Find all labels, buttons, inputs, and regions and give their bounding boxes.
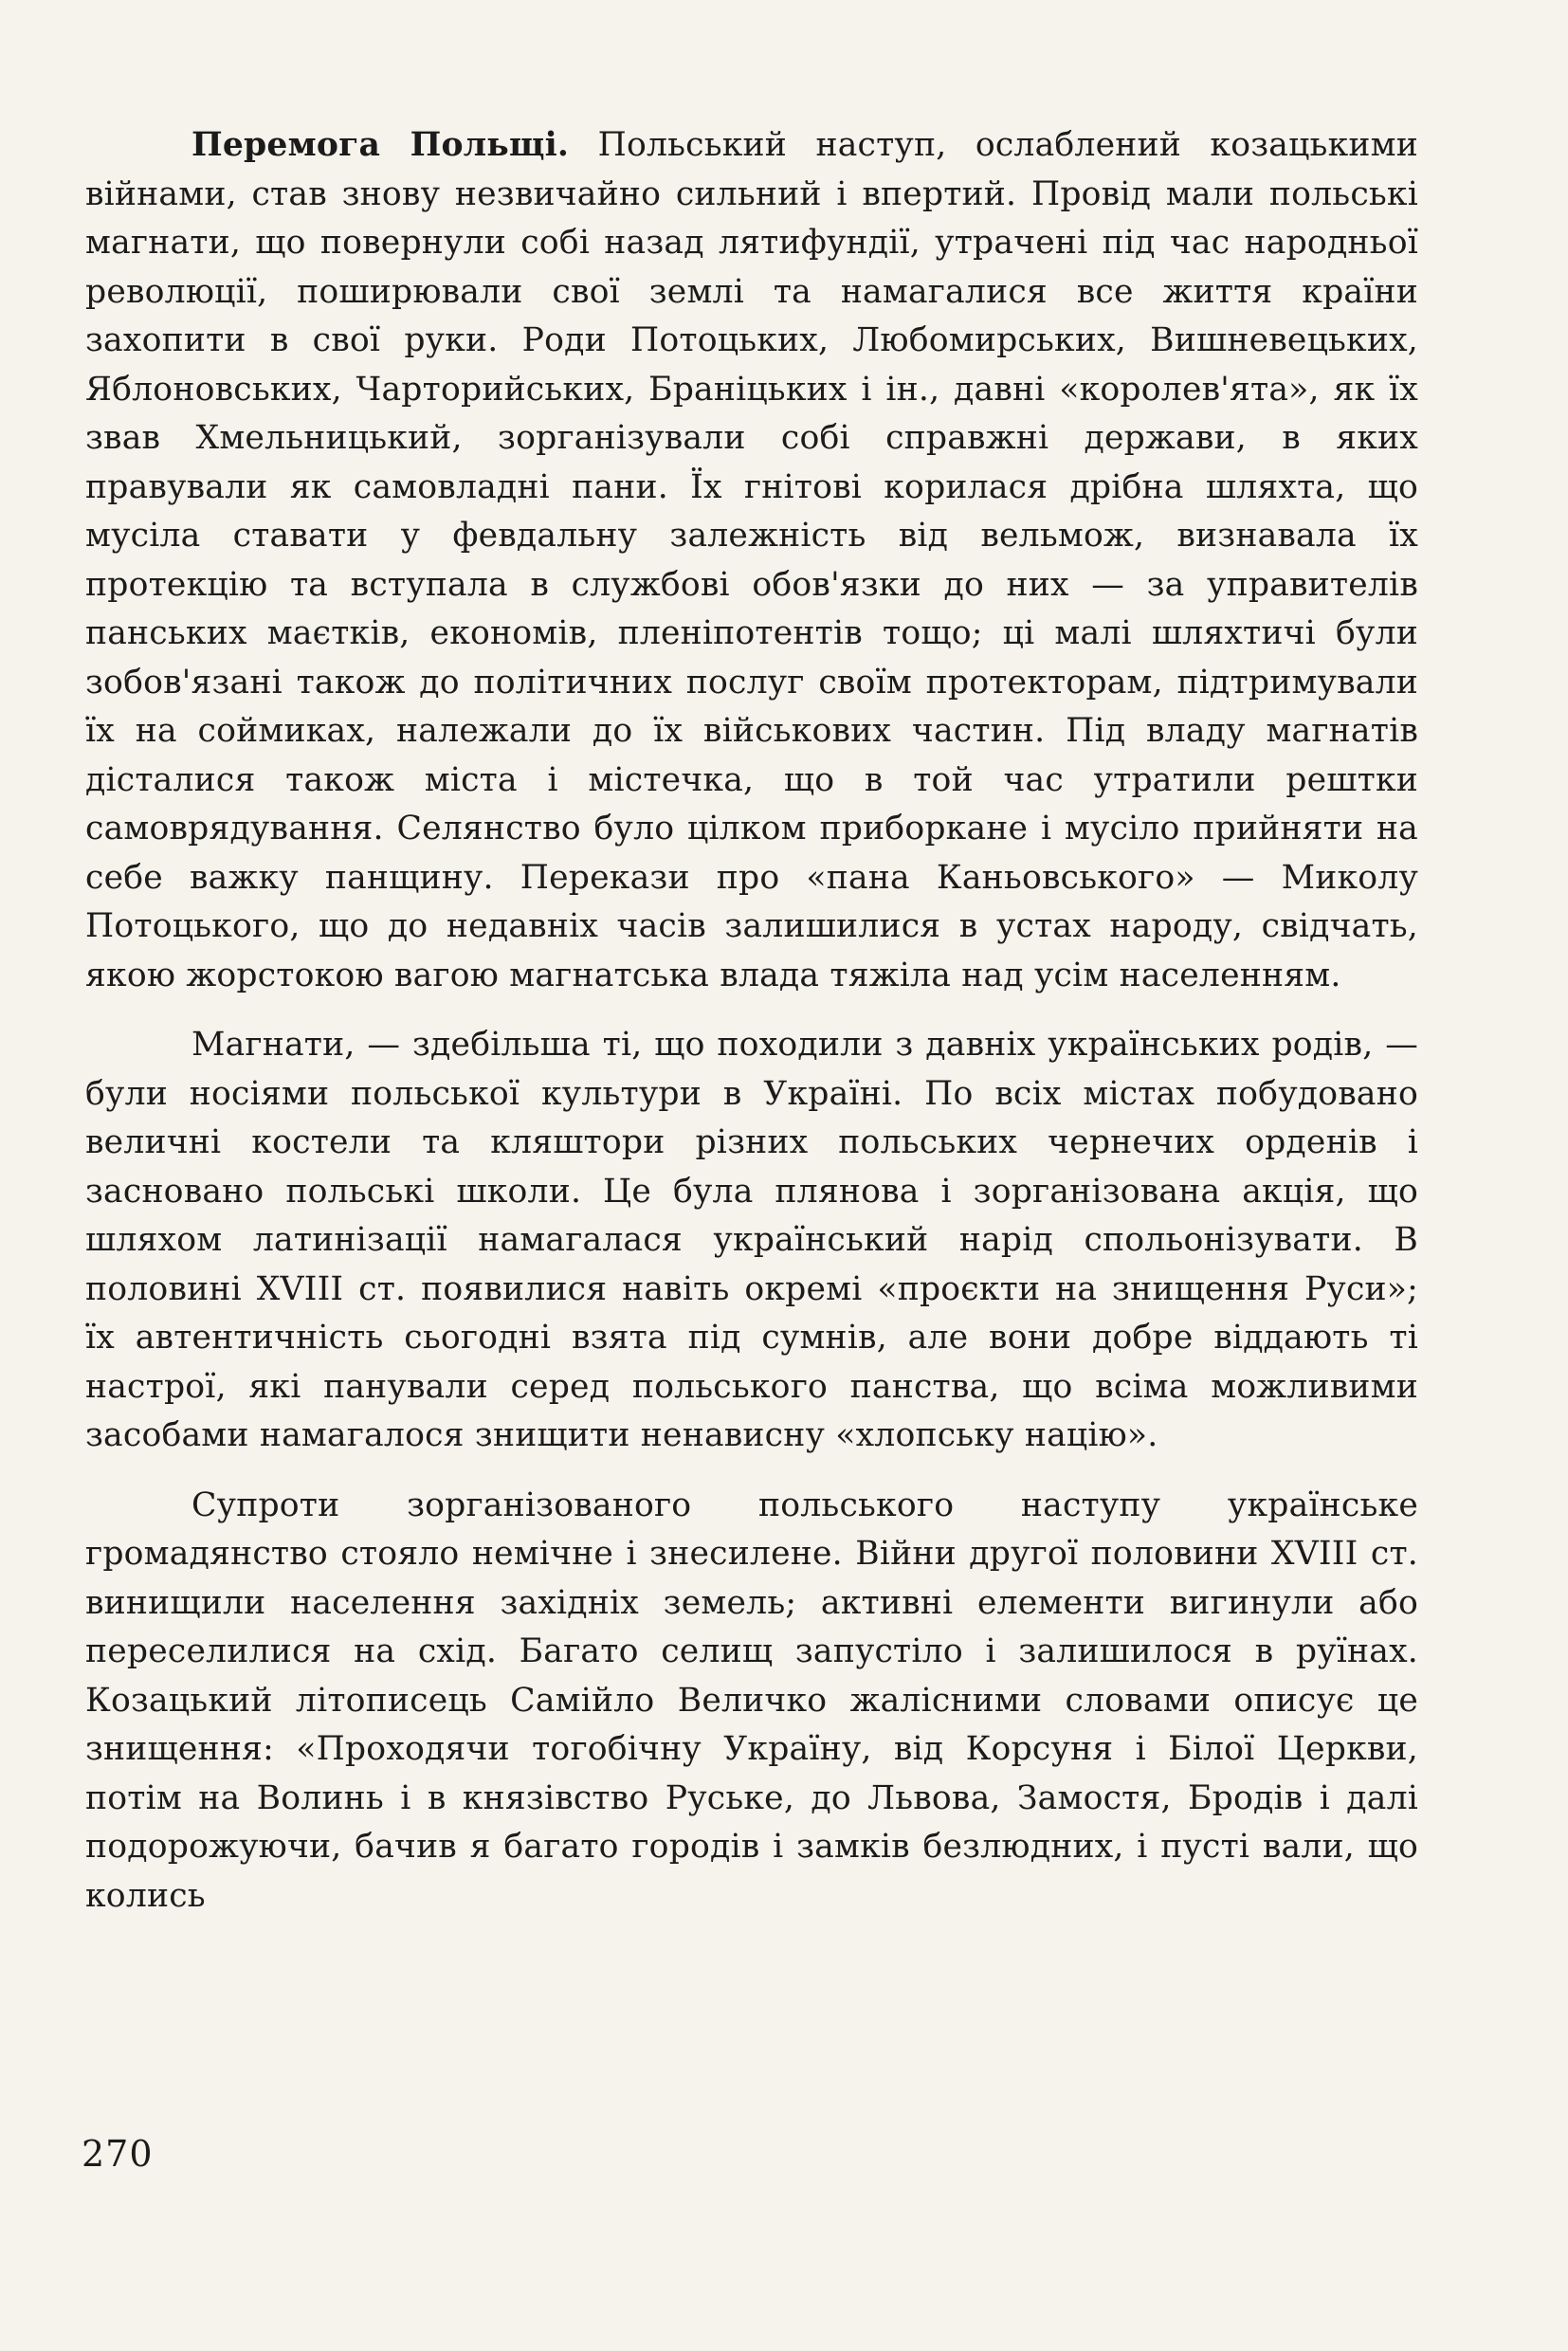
- paragraph-3: [85, 1482, 1418, 1922]
- paragraph-text: Супроти зорганізованого польського наступу українське громадянство стояло немічне і знесилене. Війни другої половини XVIII ст. винищили населення західніх земель; активні елементи вигинули або переселилися на схід. Багато селищ запустіло і залишилося в руїнах. Козацький літописець Самійло Величко жалісними словами описує це знищення: «Проходячи тогобічну Україну, від Корсуня і Білої Церкви, потім на Волинь і в князівство Руське, до Львова, Замостя, Бродів і далі подорожуючи, бачив я багато городів і замків безлюдних, і пусті вали, що колись: [85, 1485, 1418, 1915]
- paragraph-1: [85, 121, 1418, 1000]
- paragraph-text: Польський наступ, ослаблений козацькими війнами, став знову незвичайно сильний і впертий. Провід мали польські магнати, що повернули собі назад лятифундії, утрачені під час народньої революції, поширювали свої землі та намагалися все життя країни захопити в свої руки. Роди Потоцьких, Любомирських, Вишневецьких, Яблоновських, Чарторийських, Браніцьких і ін., давні «королев'ята», як їх звав Хмельницький, зорганізували собі справжні держави, в яких правували як самовладні пани. Їх гнітові корилася дрібна шляхта, що мусіла ставати у февдальну залежність від вельмож, визнавала їх протекцію та вступала в службові обов'язки до них — за управителів панських маєтків, економів, пленіпотентів тощо; ці малі шляхтичі були зобов'язані також до політичних послуг своїм протекторам, підтримували їх на соймиках, належали до їх військових частин. Під владу магнатів дісталися також міста і містечка, що в той час утратили рештки самоврядування. Селянство було цілком приборкане і мусіло прийняти на себе важку панщину. Перекази про «пана Каньовського» — Миколу Потоцького, що до недавніх часів залишилися в устах народу, свідчать, якою жорстокою вагою магнатська влада тяжіла над усім населенням.: [85, 126, 1418, 994]
- body-text: [85, 121, 1418, 1921]
- paragraph-2: [85, 1021, 1418, 1461]
- paragraph-text: Магнати, — здебільша ті, що походили з давніх українських родів, — були носіями польської культури в Україні. По всіх містах побудовано величні костели та кляштори різних польських чернечих орденів і засновано польські школи. Це була плянова і зорганізована акція, що шляхом латинізації намагалася український нарід спольонізувати. В половині XVIII ст. появилися навіть окремі «проєкти на знищення Руси»; їх автентичність сьогодні взята під сумнів, але вони добре віддають ті настрої, які панували серед польського панства, що всіма можливими засобами намагалося знищити ненависну «хлопську націю».: [85, 1026, 1418, 1454]
- page-number: 270: [82, 2133, 154, 2175]
- section-heading: Перемога Польщі.: [191, 126, 570, 164]
